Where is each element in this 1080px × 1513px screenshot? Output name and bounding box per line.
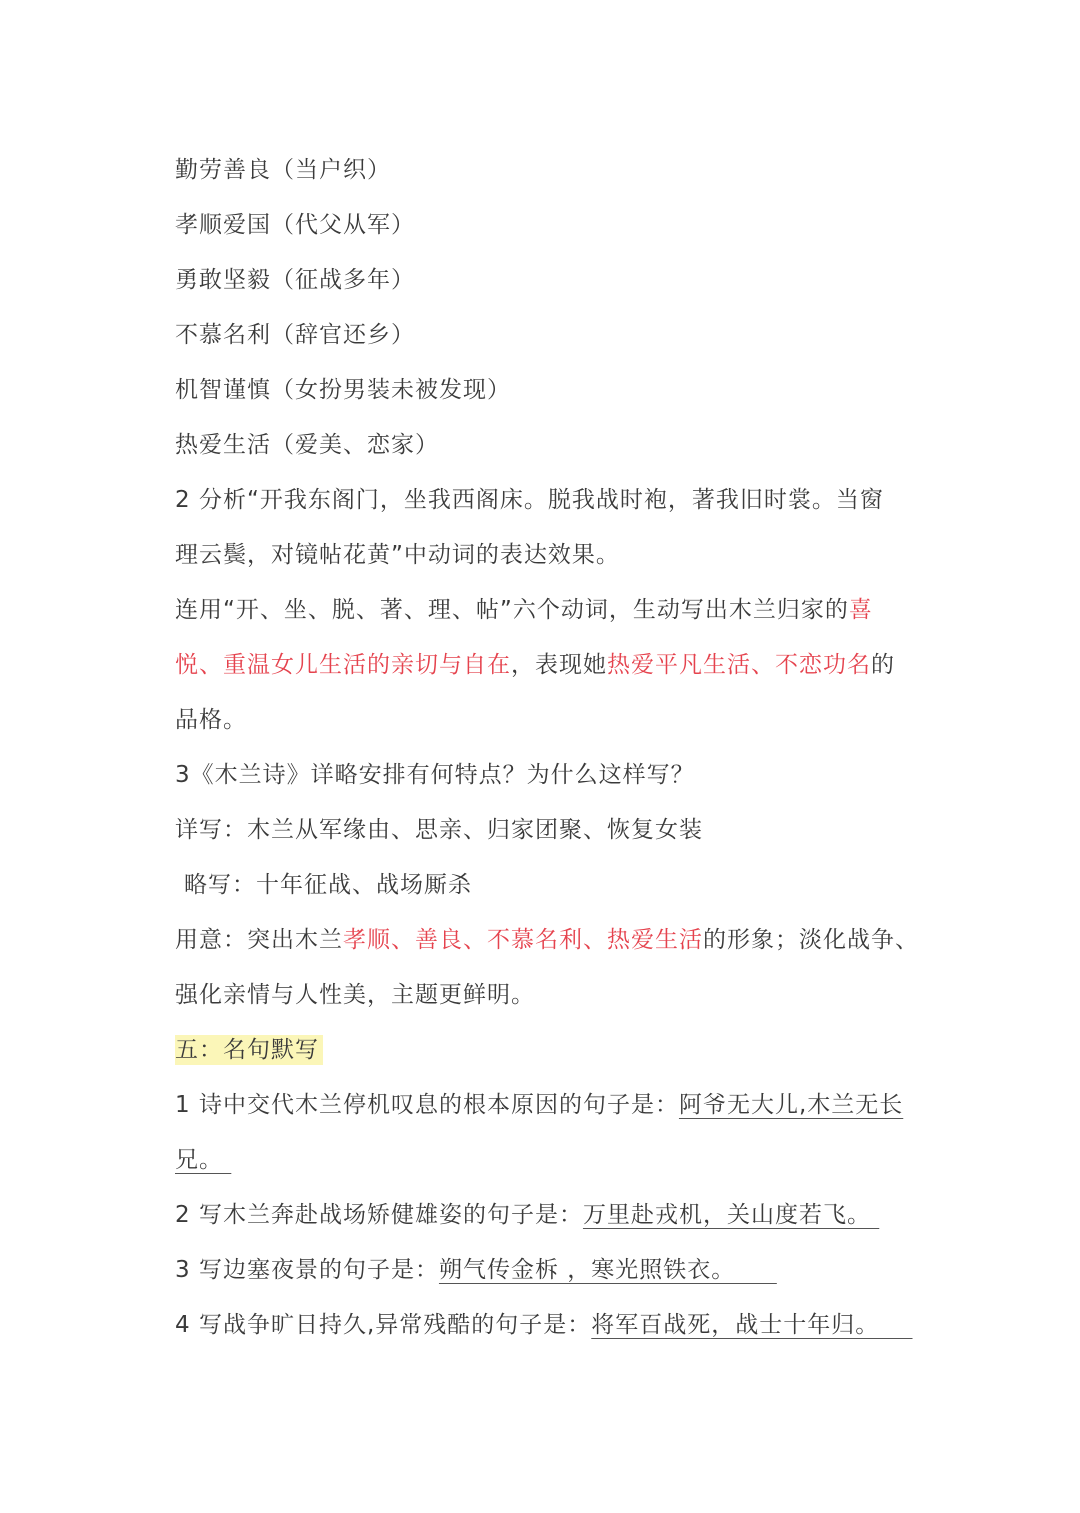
intent-line-1 bbox=[175, 913, 919, 968]
answer-highlight: 热爱平凡生活、不恋功名 bbox=[607, 652, 871, 678]
trait-line: 勇敢坚毅（征战多年） bbox=[175, 267, 415, 293]
question-2-line-1: 2 分析“开我东阁门，坐我西阁床。脱我战时袍，著我旧时裳。当窗 bbox=[175, 487, 884, 513]
answer-text: ，表现她 bbox=[511, 652, 607, 678]
question-2-line-2: 理云鬓，对镜帖花黄”中动词的表达效果。 bbox=[175, 542, 620, 568]
trait-line: 不慕名利（辞官还乡） bbox=[175, 322, 415, 348]
section-5-heading-row bbox=[175, 1023, 915, 1078]
quote-prompt: 2 写木兰奔赴战场矫健雄姿的句子是： bbox=[175, 1202, 583, 1228]
intent-line-2: 强化亲情与人性美，主题更鲜明。 bbox=[175, 982, 535, 1008]
answer-2-line-1 bbox=[175, 583, 915, 638]
answer-highlight: 喜 bbox=[848, 597, 873, 623]
intent-text: 的形象；淡化战争、 bbox=[703, 927, 919, 953]
quote-item-3 bbox=[175, 1243, 915, 1298]
intent-highlight: 孝顺、善良、不慕名利、热爱生活 bbox=[343, 927, 703, 953]
quote-answer: 将军百战死，战士十年归。 bbox=[591, 1312, 913, 1338]
answer-2-line-3: 品格。 bbox=[175, 707, 247, 733]
answer-text: 连用“开、坐、脱、著、理、帖”六个动词，生动写出木兰归家的 bbox=[175, 597, 849, 623]
quote-prompt: 4 写战争旷日持久,异常残酷的句子是： bbox=[175, 1312, 592, 1338]
intent-text: 用意：突出木兰 bbox=[175, 927, 343, 953]
quote-item-2 bbox=[175, 1188, 915, 1243]
detail-line: 详写：木兰从军缘由、思亲、归家团聚、恢复女装 bbox=[175, 817, 703, 843]
trait-line: 机智谨慎（女扮男装未被发现） bbox=[175, 377, 511, 403]
trait-line: 热爱生活（爱美、恋家） bbox=[175, 432, 439, 458]
section-heading: 五：名句默写 bbox=[175, 1035, 323, 1065]
document-page bbox=[175, 143, 919, 1353]
answer-text: 的 bbox=[871, 652, 895, 678]
quote-prompt: 3 写边塞夜景的句子是： bbox=[175, 1257, 439, 1283]
quote-answer: 朔气传金柝 ，寒光照铁衣。 bbox=[438, 1257, 777, 1283]
trait-line: 孝顺爱国（代父从军） bbox=[175, 212, 415, 238]
quote-item-4 bbox=[175, 1298, 915, 1353]
brief-line: 略写：十年征战、战场厮杀 bbox=[184, 872, 472, 898]
quote-prompt: 1 诗中交代木兰停机叹息的根本原因的句子是： bbox=[175, 1092, 679, 1118]
answer-highlight: 悦、重温女儿生活的亲切与自在 bbox=[175, 652, 511, 678]
quote-answer: 阿爷无大儿,木兰无长 bbox=[678, 1092, 904, 1118]
quote-item-1 bbox=[175, 1078, 915, 1133]
question-3: 3《木兰诗》详略安排有何特点？为什么这样写？ bbox=[175, 762, 695, 788]
quote-answer: 万里赴戎机，关山度若飞。 bbox=[582, 1202, 880, 1228]
answer-2-line-2 bbox=[175, 638, 915, 693]
quote-item-1-cont bbox=[175, 1133, 915, 1188]
quote-answer: 兄。 bbox=[175, 1147, 232, 1173]
trait-line: 勤劳善良（当户织） bbox=[175, 157, 391, 183]
